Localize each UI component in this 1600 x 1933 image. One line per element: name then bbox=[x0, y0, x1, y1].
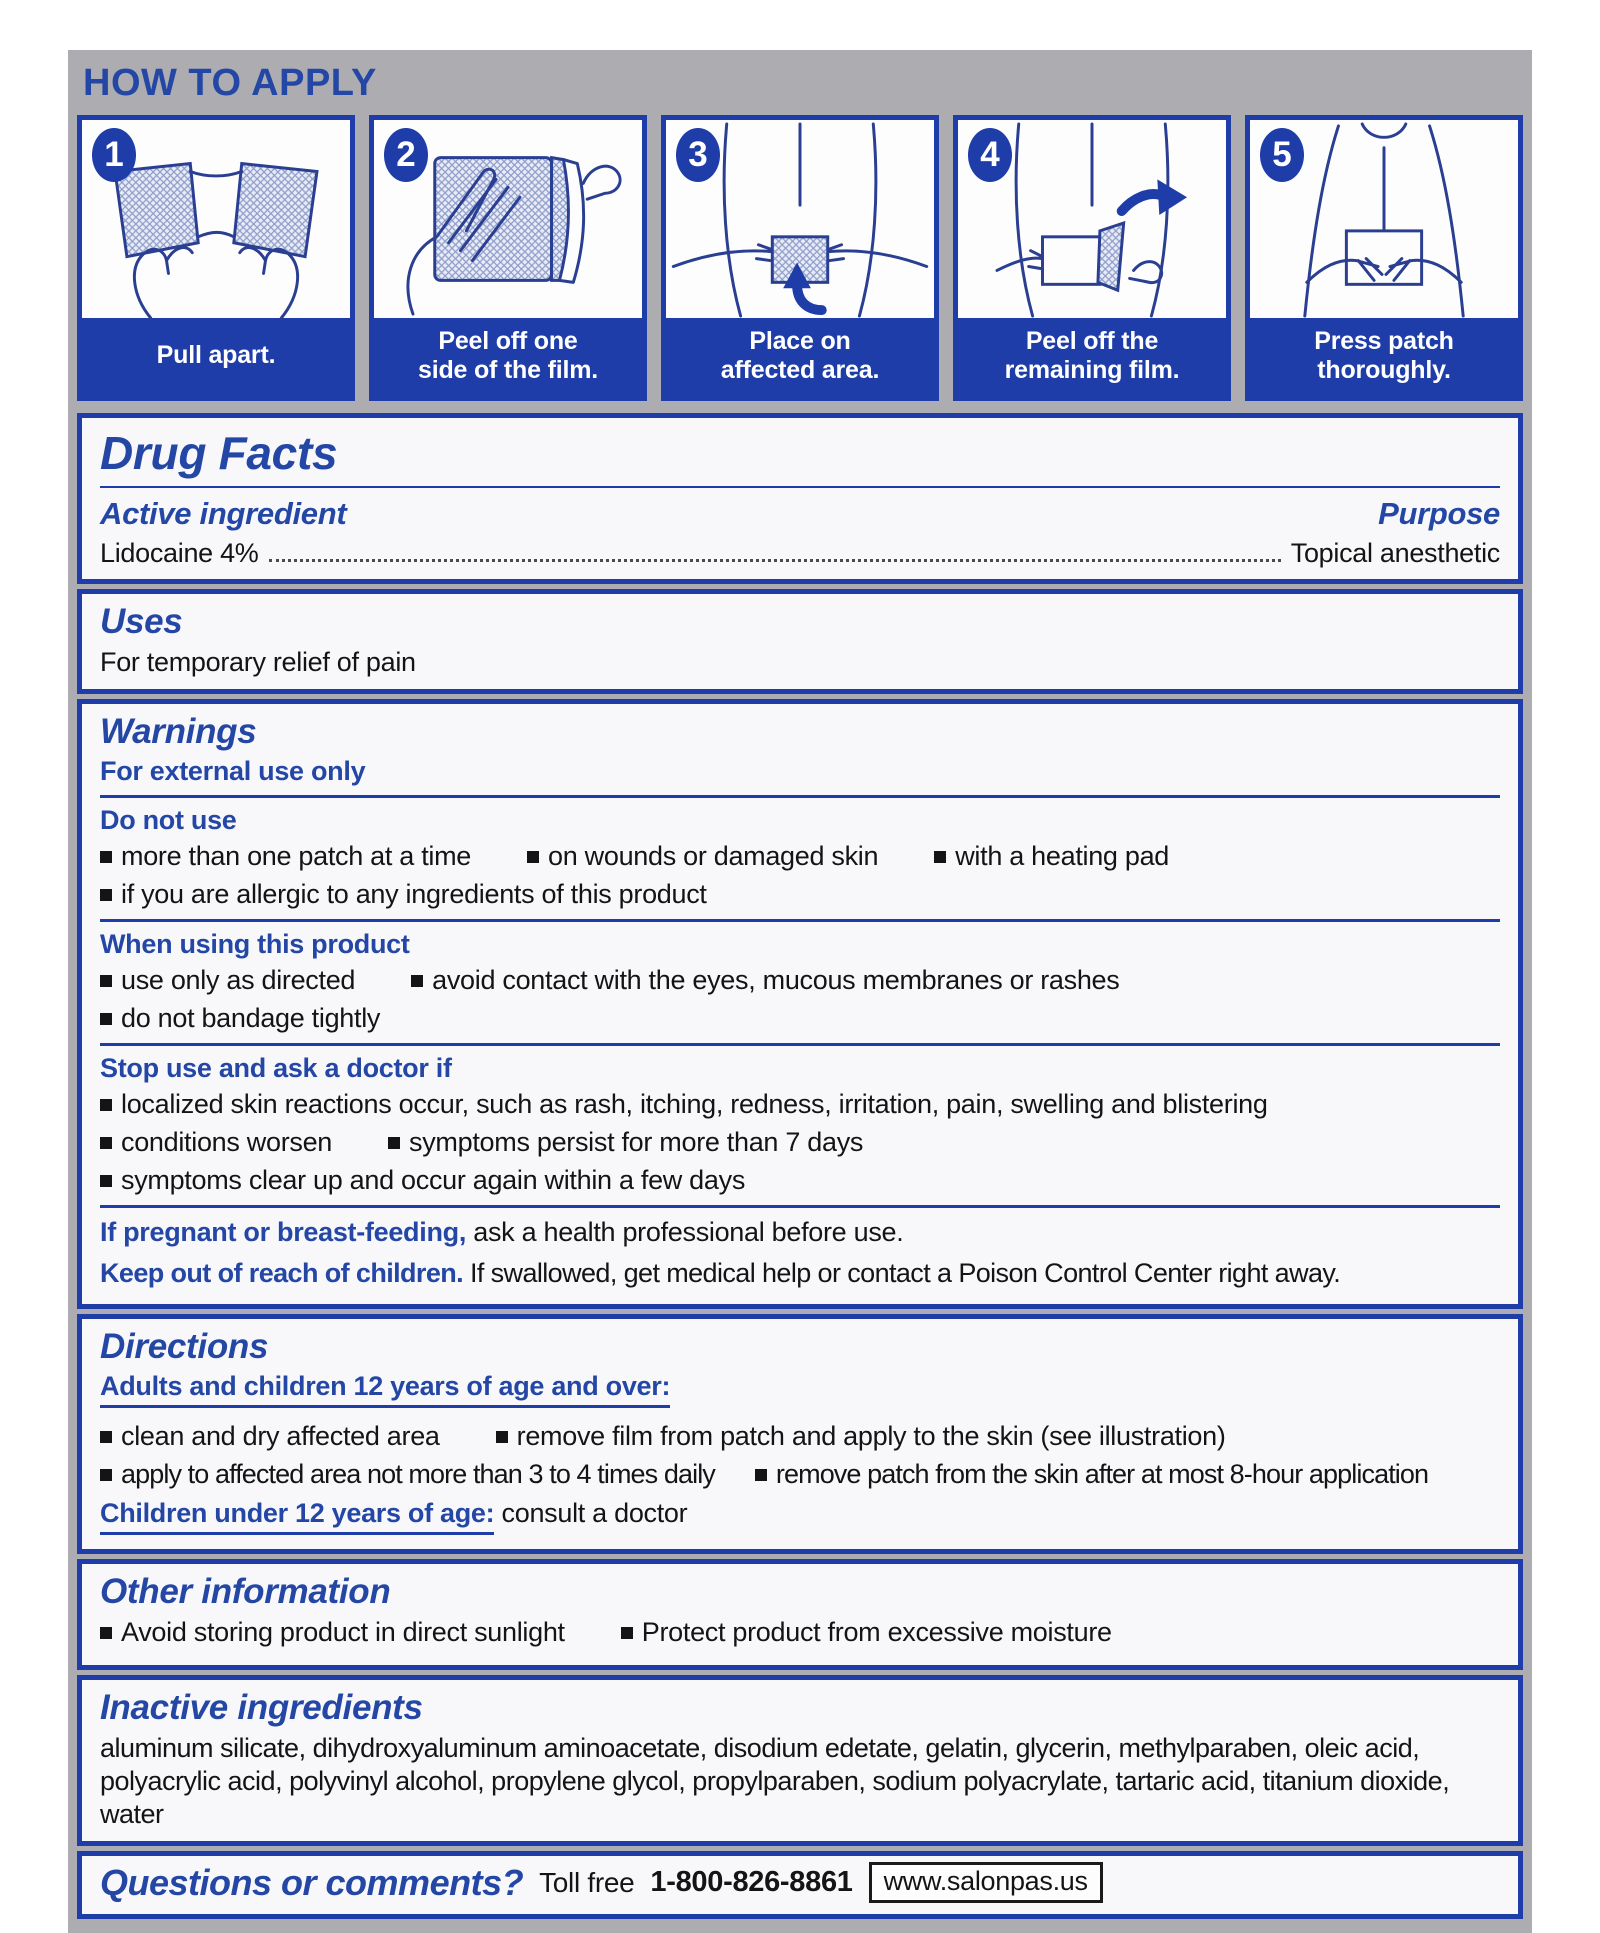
uses-box bbox=[77, 589, 1523, 694]
bullet-icon bbox=[100, 1013, 112, 1025]
step-2-caption-line1: Peel off one bbox=[438, 326, 578, 355]
step-4-caption-line2: remaining film. bbox=[1004, 356, 1180, 384]
divider bbox=[100, 1205, 1500, 1208]
step-panel-4 bbox=[953, 115, 1231, 401]
warnings-heading: Warnings bbox=[100, 711, 257, 751]
directions-box bbox=[77, 1314, 1523, 1555]
bullet-icon bbox=[100, 1469, 112, 1481]
keep-out-paragraph bbox=[100, 1257, 1500, 1290]
active-ingredient-row bbox=[100, 496, 1500, 532]
divider bbox=[100, 486, 1500, 488]
bullet-icon bbox=[100, 1627, 112, 1639]
when-using-row2 bbox=[100, 1002, 1500, 1034]
pregnant-text: ask a health professional before use. bbox=[473, 1216, 904, 1247]
questions-row bbox=[100, 1862, 1500, 1904]
step-2-caption bbox=[374, 318, 642, 396]
drug-facts-header-box bbox=[77, 413, 1523, 584]
adults-heading: Adults and children 12 years of age and over: bbox=[100, 1371, 1500, 1408]
step-5-figure bbox=[1250, 120, 1518, 318]
list-item: more than one patch at a time bbox=[100, 840, 471, 872]
other-information-row bbox=[100, 1616, 1500, 1648]
step-4-caption-line1: Peel off the bbox=[1025, 326, 1159, 355]
active-ingredient-heading: Active ingredient bbox=[100, 496, 347, 531]
toll-free-label: Toll free bbox=[539, 1866, 635, 1898]
warnings-box bbox=[77, 699, 1523, 1309]
inactive-ingredients-heading: Inactive ingredients bbox=[100, 1687, 423, 1727]
how-to-apply-title: HOW TO APPLY bbox=[83, 62, 377, 104]
step-2-caption-line2: side of the film. bbox=[418, 356, 598, 384]
list-item: use only as directed bbox=[100, 964, 355, 996]
step-3-figure bbox=[666, 120, 934, 318]
other-information-box bbox=[77, 1559, 1523, 1669]
phone-number: 1-800-826-8861 bbox=[650, 1866, 853, 1899]
do-not-use-row2 bbox=[100, 878, 1500, 910]
ingredient-name: Lidocaine 4% bbox=[100, 538, 259, 568]
children-text: consult a doctor bbox=[501, 1498, 688, 1529]
website-box: www.salonpas.us bbox=[869, 1862, 1103, 1903]
dotted-leader bbox=[269, 559, 1281, 562]
uses-text: For temporary relief of pain bbox=[100, 647, 416, 677]
label-panel bbox=[68, 50, 1532, 1933]
list-item: do not bandage tightly bbox=[100, 1002, 380, 1034]
pregnant-lead: If pregnant or breast-feeding, bbox=[100, 1216, 467, 1247]
bullet-icon bbox=[411, 975, 423, 987]
step-2-number-badge: 2 bbox=[384, 128, 428, 182]
step-3-caption-line2: affected area. bbox=[720, 356, 880, 384]
step-3-number-badge: 3 bbox=[676, 128, 720, 182]
step-4-figure bbox=[958, 120, 1226, 318]
list-item: if you are allergic to any ingredients of this product bbox=[100, 878, 707, 910]
purpose-heading: Purpose bbox=[1378, 496, 1500, 531]
step-panel-2 bbox=[369, 115, 647, 401]
divider bbox=[100, 919, 1500, 922]
when-using-heading: When using this product bbox=[100, 928, 410, 959]
bullet-icon bbox=[388, 1137, 400, 1149]
when-using-row1 bbox=[100, 964, 1500, 996]
list-item: conditions worsen bbox=[100, 1126, 332, 1158]
list-item: symptoms persist for more than 7 days bbox=[388, 1126, 863, 1158]
pregnant-paragraph bbox=[100, 1216, 1500, 1249]
list-item: with a heating pad bbox=[934, 840, 1169, 872]
ingredient-purpose: Topical anesthetic bbox=[1290, 538, 1500, 568]
uses-heading: Uses bbox=[100, 602, 183, 641]
list-item: Avoid storing product in direct sunlight bbox=[100, 1616, 565, 1648]
bullet-icon bbox=[100, 975, 112, 987]
questions-heading: Questions or comments? bbox=[100, 1861, 524, 1903]
stop-use-row2 bbox=[100, 1126, 1500, 1158]
active-ingredient-line bbox=[100, 538, 1500, 569]
children-line bbox=[100, 1496, 1500, 1539]
bullet-icon bbox=[100, 1099, 112, 1111]
step-5-caption-line2: thoroughly. bbox=[1317, 356, 1451, 384]
directions-heading: Directions bbox=[100, 1326, 269, 1366]
list-item: remove film from patch and apply to the skin (see illustration) bbox=[496, 1420, 1226, 1452]
list-item: clean and dry affected area bbox=[100, 1420, 440, 1452]
inactive-ingredients-text: aluminum silicate, dihydroxyaluminum aminoacetate, disodium edetate, gelatin, glycerin, methylparaben, oleic acid, polyacrylic acid, polyvinyl alcohol, propylene glycol, propylparaben, sodium polyacrylate, tartaric acid, titanium dioxide, water bbox=[100, 1732, 1450, 1829]
drug-facts bbox=[77, 413, 1523, 1919]
inactive-ingredients-box bbox=[77, 1675, 1523, 1846]
list-item: remove patch from the skin after at most 8-hour application bbox=[755, 1458, 1428, 1490]
bullet-icon bbox=[621, 1627, 633, 1639]
step-5-caption-line1: Press patch bbox=[1314, 326, 1454, 355]
divider bbox=[100, 1043, 1500, 1046]
keep-out-lead: Keep out of reach of children. bbox=[100, 1257, 464, 1288]
bullet-icon bbox=[100, 889, 112, 901]
divider bbox=[100, 795, 1500, 798]
step-1-caption bbox=[82, 318, 350, 396]
bullet-icon bbox=[527, 851, 539, 863]
stop-use-row1 bbox=[100, 1088, 1500, 1120]
bullet-icon bbox=[496, 1431, 508, 1443]
stop-use-heading: Stop use and ask a doctor if bbox=[100, 1052, 452, 1083]
package-label bbox=[0, 50, 1600, 1903]
step-4-caption bbox=[958, 318, 1226, 396]
drug-facts-title: Drug Facts bbox=[100, 427, 338, 479]
step-1-caption-line1: Pull apart. bbox=[156, 341, 276, 370]
step-2-figure bbox=[374, 120, 642, 318]
list-item: localized skin reactions occur, such as rash, itching, redness, irritation, pain, swelling and blistering bbox=[100, 1088, 1268, 1120]
list-item: apply to affected area not more than 3 to 4 times daily bbox=[100, 1458, 715, 1490]
step-panel-1 bbox=[77, 115, 355, 401]
list-item: avoid contact with the eyes, mucous membranes or rashes bbox=[411, 964, 1119, 996]
list-item: symptoms clear up and occur again within a few days bbox=[100, 1164, 745, 1196]
how-to-apply-steps bbox=[77, 115, 1523, 401]
step-panel-5 bbox=[1245, 115, 1523, 401]
bullet-icon bbox=[100, 1175, 112, 1187]
step-panel-3 bbox=[661, 115, 939, 401]
directions-row1 bbox=[100, 1420, 1500, 1452]
step-3-caption-line1: Place on bbox=[749, 326, 851, 355]
bullet-icon bbox=[755, 1469, 767, 1481]
bullet-icon bbox=[934, 851, 946, 863]
list-item: Protect product from excessive moisture bbox=[621, 1616, 1112, 1648]
stop-use-row3 bbox=[100, 1164, 1500, 1196]
step-5-caption bbox=[1250, 318, 1518, 396]
bullet-icon bbox=[100, 851, 112, 863]
step-1-figure bbox=[82, 120, 350, 318]
step-3-caption bbox=[666, 318, 934, 396]
list-item: on wounds or damaged skin bbox=[527, 840, 878, 872]
other-information-heading: Other information bbox=[100, 1572, 391, 1612]
questions-box bbox=[77, 1851, 1523, 1919]
keep-out-text: If swallowed, get medical help or contact a Poison Control Center right away. bbox=[469, 1257, 1341, 1288]
directions-row2 bbox=[100, 1458, 1500, 1490]
step-4-number-badge: 4 bbox=[968, 128, 1012, 182]
step-1-number-badge: 1 bbox=[92, 128, 136, 182]
step-5-number-badge: 5 bbox=[1260, 128, 1304, 182]
do-not-use-heading: Do not use bbox=[100, 804, 237, 835]
do-not-use-row1 bbox=[100, 840, 1500, 872]
children-heading: Children under 12 years of age: bbox=[100, 1498, 494, 1535]
external-use-text: For external use only bbox=[100, 755, 366, 786]
bullet-icon bbox=[100, 1431, 112, 1443]
bullet-icon bbox=[100, 1137, 112, 1149]
